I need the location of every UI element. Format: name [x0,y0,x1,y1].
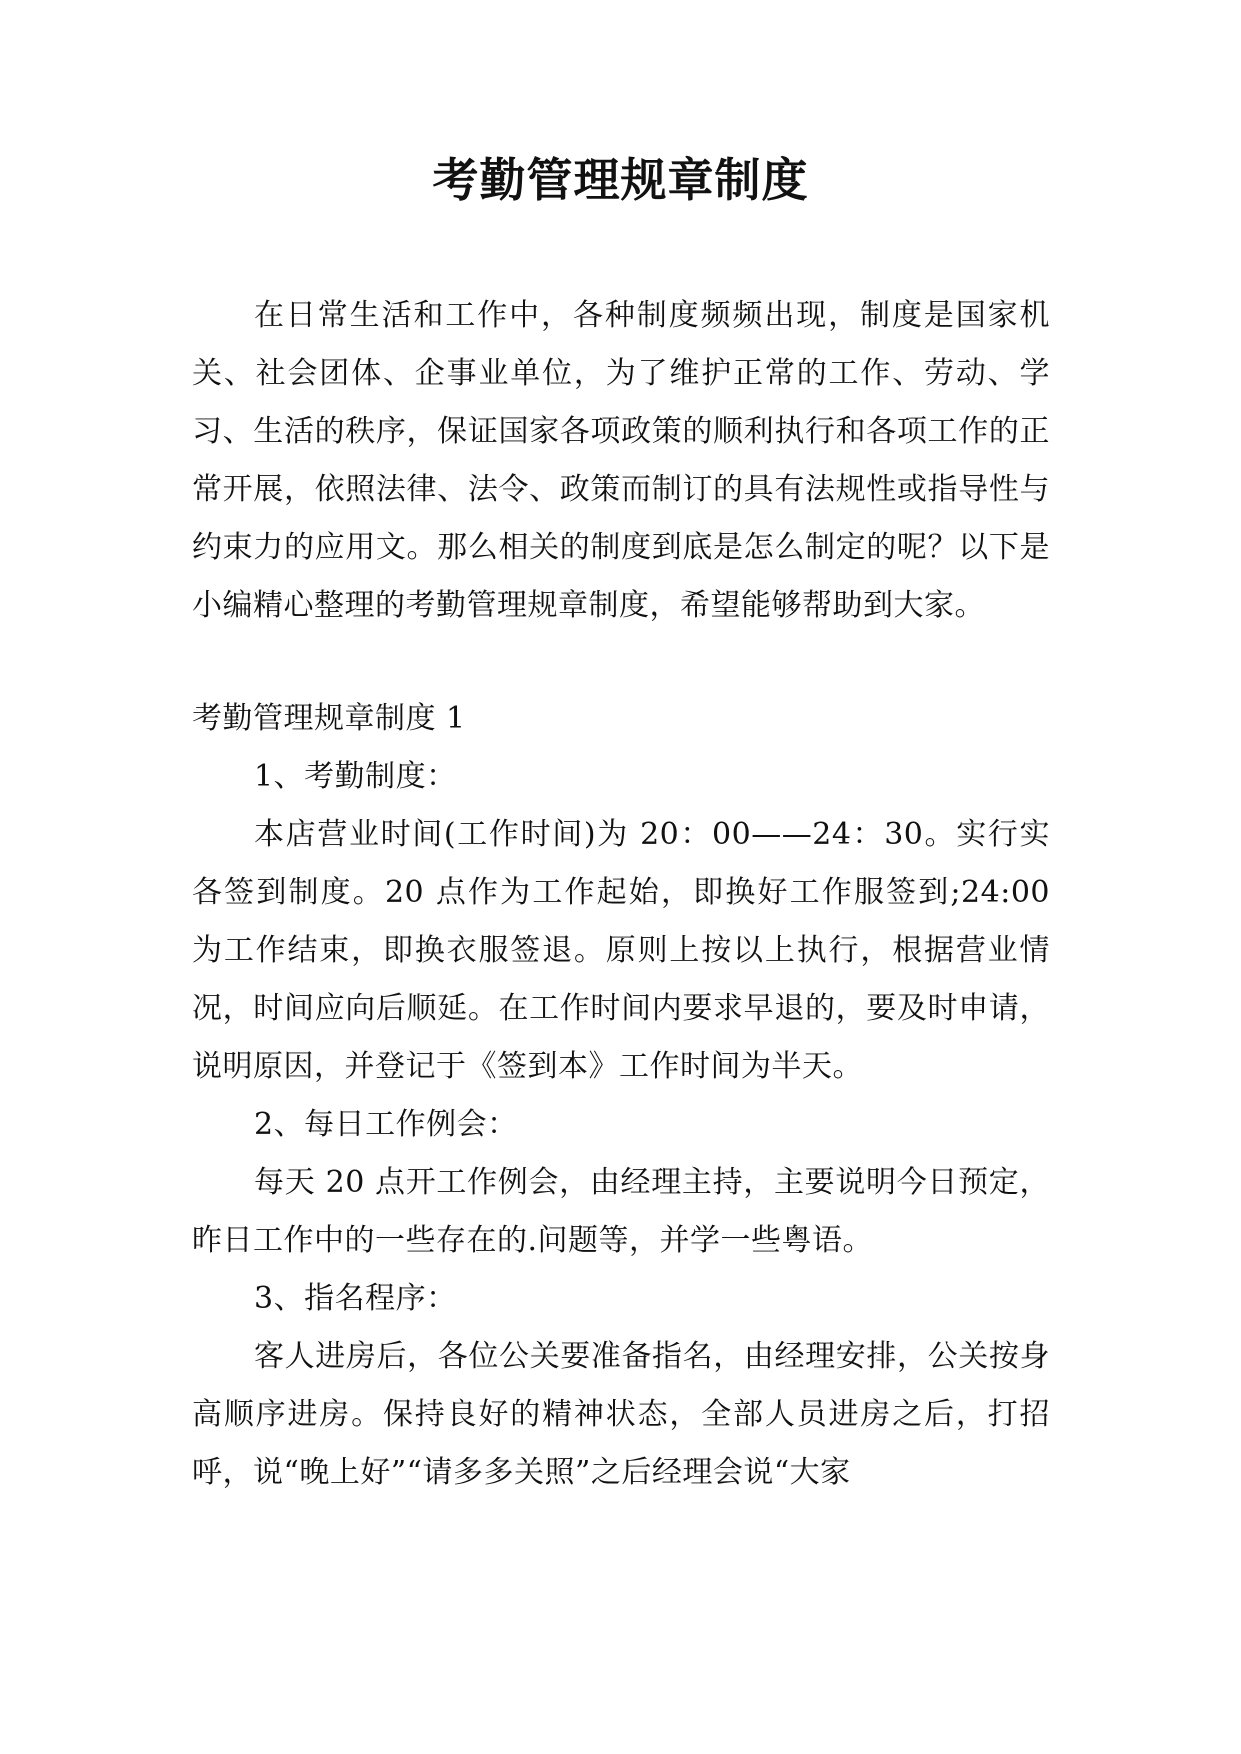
document-title: 考勤管理规章制度 [432,153,809,207]
section-spacer [192,635,1050,690]
item-heading-1: 1、考勤制度： [254,759,457,794]
document-body [192,287,1050,1502]
item-body-3: 客人进房后，各位公关要准备指名，由经理安排，公关按身高顺序进房。保持良好的精神状态，全部人员进房之后，打招呼，说“晚上好”“请多多关照”之后经理会说“大家 [192,1339,1050,1490]
item-body-2: 每天 20 点开工作例会，由经理主持，主要说明今日预定，昨日工作中的一些存在的.问题等，并学一些粤语。 [192,1165,1050,1258]
item-heading-3: 3、指名程序： [254,1281,457,1316]
section-title: 考勤管理规章制度 1 [192,701,466,736]
item-body-1: 本店营业时间(工作时间)为 20：00——24：30。实行实各签到制度。20 点作为工作起始，即换好工作服签到;24:00 为工作结束，即换衣服签退。原则上按以上执行，根据营业情况，时间应向后顺延。在工作时间内要求早退的，要及时申请，说明原因，并登记于《签到本》工作时间为半天。 [192,817,1050,1084]
intro-paragraph: 在日常生活和工作中，各种制度频频出现，制度是国家机关、社会团体、企事业单位，为了维护正常的工作、劳动、学习、生活的秩序，保证国家各项政策的顺利执行和各项工作的正常开展，依照法律、法令、政策而制订的具有法规性或指导性与约束力的应用文。那么相关的制度到底是怎么制定的呢？以下是小编精心整理的考勤管理规章制度，希望能够帮助到大家。 [192,298,1050,623]
item-heading-2: 2、每日工作例会： [254,1107,518,1142]
